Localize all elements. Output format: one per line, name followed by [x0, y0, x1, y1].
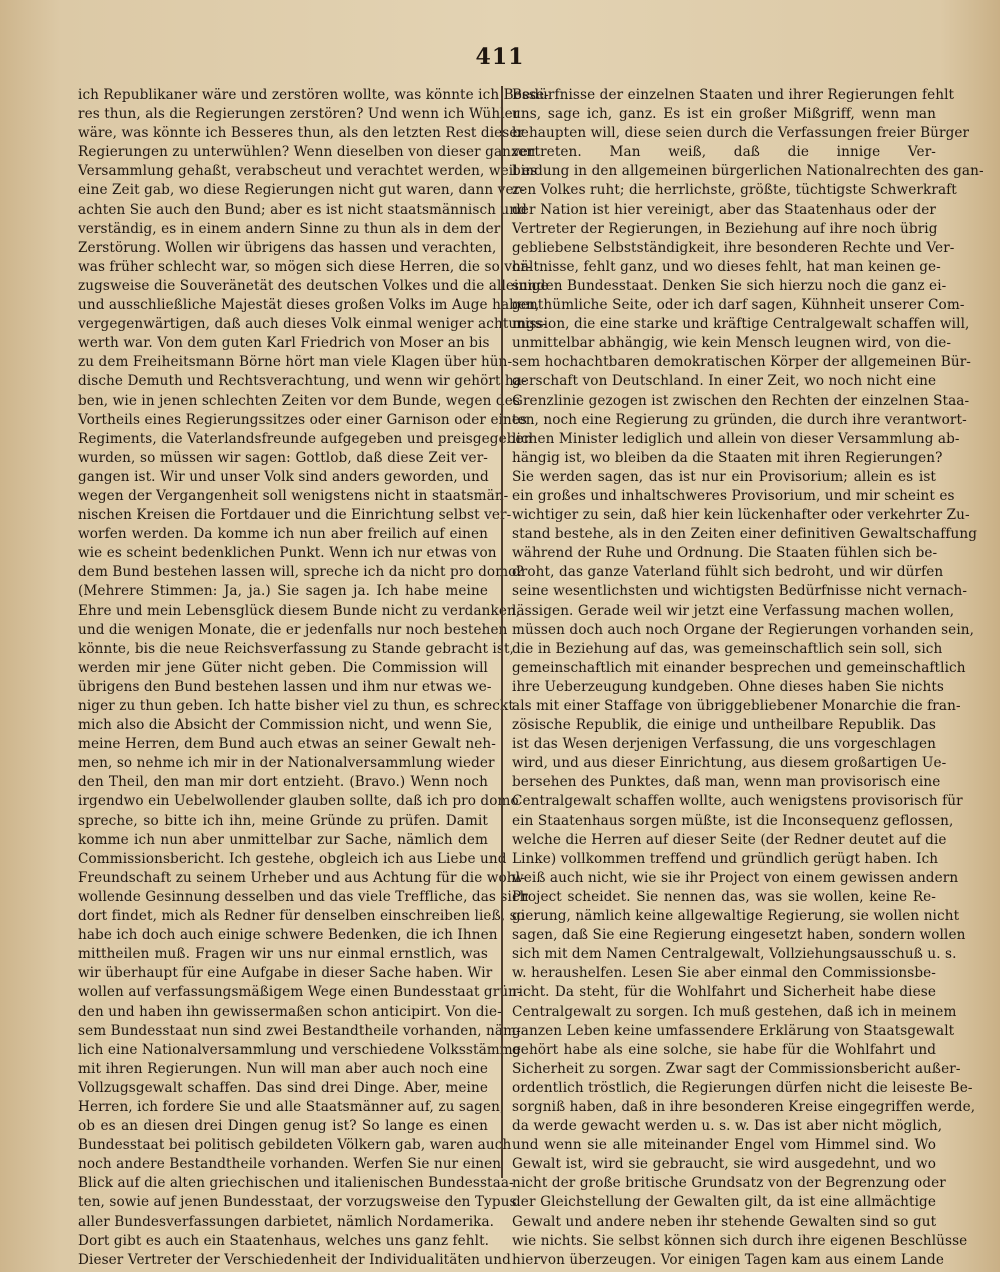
text-line: wäre, was könnte ich Besseres thun, als den letzten Rest dieser [78, 125, 525, 142]
text-line: bindung in den allgemeinen bürgerlichen Nationalrechten des gan- [512, 163, 984, 180]
text-line: wegen der Vergangenheit soll wenigstens nicht in staatsmän- [78, 487, 509, 504]
text-line: Sicherheit zu sorgen. Zwar sagt der Commissionsbericht außer- [512, 1060, 961, 1077]
text-line: w. heraushelfen. Lesen Sie aber einmal den Commissionsbe- [512, 965, 936, 982]
text-line: wird, und aus dieser Einrichtung, aus diesem großartigen Ue- [512, 755, 947, 772]
text-line: vergegenwärtigen, daß auch dieses Volk einmal weniger achtungs- [78, 316, 547, 333]
text-line: ihre Ueberzeugung kundgeben. Ohne dieses haben Sie nichts [512, 678, 944, 695]
text-line: droht, das ganze Vaterland fühlt sich bedroht, und wir dürfen [512, 564, 944, 581]
text-line: welche die Herren auf dieser Seite (der Redner deutet auf die [512, 831, 947, 848]
text-line: nicht der große britische Grundsatz von der Begrenzung oder [512, 1175, 946, 1192]
text-line: ben, wie in jenen schlechten Zeiten vor dem Bunde, wegen des [78, 392, 520, 409]
text-line: niger zu thun geben. Ich hatte bisher viel zu thun, es schreckt [78, 698, 514, 714]
text-line: mich also die Absicht der Commission nicht, und wenn Sie, [78, 717, 493, 734]
text-line: Gewalt ist, wird sie gebraucht, sie wird ausgedehnt, und wo [512, 1156, 936, 1173]
text-line: ein Staatenhaus sorgen müßte, ist die Inconsequenz geflossen, [512, 812, 954, 829]
text-line: Zerstörung. Wollen wir übrigens das hassen und verachten, [78, 239, 497, 256]
text-line: wichtiger zu sein, daß hier kein lückenhafter oder verkehrter Zu- [512, 507, 970, 524]
text-line: und die wenigen Monate, die er jedenfalls nur noch bestehen [78, 621, 508, 638]
text-line: lichen Minister lediglich und allein von dieser Versammlung ab- [512, 430, 960, 447]
text-line: sunden Bundesstaat. Denken Sie sich hierzu noch die ganz ei- [512, 277, 947, 294]
text-line: Commissionsbericht. Ich gestehe, obgleich ich aus Liebe und [78, 850, 507, 867]
text-line: Blick auf die alten griechischen und italienischen Bundesstaa- [78, 1175, 514, 1192]
text-line: zu dem Freiheitsmann Börne hört man viele Klagen über hün- [78, 354, 513, 371]
text-line: nischen Kreisen die Fortdauer und die Einrichtung selbst ver- [78, 507, 512, 524]
text-line: komme ich nun aber unmittelbar zur Sache, nämlich dem [78, 831, 488, 848]
text-line: men, so nehme ich mir in der Nationalversammlung wieder [78, 755, 495, 772]
text-line: genthümliche Seite, oder ich darf sagen, Kühnheit unserer Com- [512, 297, 965, 314]
text-line: Grenzlinie gezogen ist zwischen den Rechten der einzelnen Staa- [512, 392, 970, 409]
text-line: werden mir jene Güter nicht geben. Die Commission will [78, 659, 488, 676]
right-text-column [512, 86, 984, 1268]
text-line: uns, sage ich, ganz. Es ist ein großer Mißgriff, wenn man [512, 106, 936, 123]
text-line: wollende Gesinnung desselben und das viele Treffliche, das sich [78, 888, 529, 905]
text-line: und ausschließliche Majestät dieses großen Volks im Auge haben, [78, 297, 540, 314]
column-divider [501, 86, 503, 1178]
text-line: bersehen des Punktes, daß man, wenn man provisorisch eine [512, 774, 941, 791]
text-line: res thun, als die Regierungen zerstören? Und wenn ich Wühler [78, 106, 520, 123]
text-line: ten, noch eine Regierung zu gründen, die durch ihre verantwort- [512, 411, 967, 428]
text-line: weiß auch nicht, wie sie ihr Project von einem gewissen andern [512, 869, 959, 886]
text-line: verständig, es in einem andern Sinne zu thun als in dem der [78, 220, 501, 237]
text-line: übrigens den Bund bestehen lassen und ihm nur etwas we- [78, 678, 492, 695]
text-line: während der Ruhe und Ordnung. Die Staaten fühlen sich be- [512, 545, 938, 562]
text-line: seine wesentlichsten und wichtigsten Bedürfnisse nicht vernach- [512, 583, 968, 600]
text-line: mittheilen muß. Fragen wir uns nur einmal ernstlich, was [78, 946, 488, 963]
text-line: achten Sie auch den Bund; aber es ist nicht staatsmännisch und [78, 201, 527, 218]
text-line: ten, sowie auf jenen Bundesstaat, der vorzugsweise den Typus [78, 1194, 517, 1211]
text-line: sem hochachtbaren demokratischen Körper der allgemeinen Bür- [512, 354, 971, 371]
text-line: sagen, daß Sie eine Regierung eingesetzt haben, sondern wollen [512, 927, 966, 944]
text-line: sich mit dem Namen Centralgewalt, Vollziehungsausschuß u. s. [512, 946, 957, 963]
text-line: Herren, ich fordere Sie und alle Staatsmänner auf, zu sagen, [78, 1098, 505, 1115]
text-line: ganzen Leben keine umfassendere Erklärung von Staatsgewalt [512, 1022, 955, 1039]
text-line: ist das Wesen derjenigen Verfassung, die uns vorgeschlagen [512, 736, 936, 753]
text-line: gebliebene Selbstständigkeit, ihre besonderen Rechte und Ver- [512, 239, 955, 256]
text-line: wollen auf verfassungsmäßigem Wege einen Bundesstaat grün- [78, 984, 522, 1001]
text-line: Vertreter der Regierungen, in Beziehung auf ihre noch übrig [512, 220, 938, 237]
text-line: Vollzugsgewalt schaffen. Das sind drei Dinge. Aber, meine [78, 1079, 488, 1096]
text-line: meine Herren, dem Bund auch etwas an seiner Gewalt neh- [78, 736, 496, 753]
text-line: Dieser Vertreter der Verschiedenheit der Individualitäten und [78, 1251, 511, 1268]
text-line: gemeinschaftlich mit einander besprechen und gemeinschaftlich [512, 659, 966, 676]
text-line: gehört habe als eine solche, sie habe für die Wohlfahrt und [512, 1041, 936, 1058]
text-line: aller Bundesverfassungen darbietet, nämlich Nordamerika. [78, 1213, 495, 1230]
text-line: der Nation ist hier vereinigt, aber das Staatenhaus oder der [512, 201, 936, 218]
text-line: werth war. Von dem guten Karl Friedrich von Moser an bis [78, 335, 490, 352]
text-line: gangen ist. Wir und unser Volk sind anders geworden, und [78, 468, 489, 485]
text-line: sorgniß haben, daß in ihre besonderen Kreise eingegriffen werde, [512, 1098, 976, 1115]
text-line: da werde gewacht werden u. s. w. Das ist aber nicht möglich, [512, 1118, 943, 1135]
text-line: Versammlung gehaßt, verabscheut und verachtet werden, weil es [78, 163, 538, 180]
text-line: Regiments, die Vaterlandsfreunde aufgegeben und preisgegeben [78, 430, 533, 447]
text-line: ob es an diesen drei Dingen genug ist? So lange es einen [78, 1118, 488, 1135]
text-line: ein großes und inhaltschweres Provisorium, und mir scheint es [512, 487, 955, 504]
text-line: Freundschaft zu seinem Urheber und aus Achtung für die wohl- [78, 869, 525, 886]
text-line: ich Republikaner wäre und zerstören wollte, was könnte ich Besse- [78, 87, 549, 103]
text-line: hiervon überzeugen. Vor einigen Tagen kam aus einem Lande [512, 1251, 944, 1268]
text-line: gierung, nämlich keine allgewaltige Regierung, sie wollen nicht [512, 908, 960, 925]
text-line: dort findet, mich als Redner für denselben einschreiben ließ, so [78, 908, 525, 925]
text-line: Regierungen zu unterwühlen? Wenn dieselben von dieser ganzen [78, 144, 536, 161]
text-line: dem Bund bestehen lassen will, spreche ich da nicht pro domo? [78, 564, 524, 581]
text-line: irgendwo ein Uebelwollender glauben sollte, daß ich pro domo [78, 793, 519, 810]
text-line: (Mehrere Stimmen: Ja, ja.) Sie sagen ja. Ich habe meine [78, 583, 488, 600]
text-line: Dort gibt es auch ein Staatenhaus, welches uns ganz fehlt. [78, 1232, 490, 1249]
text-line: wurden, so müssen wir sagen: Gottlob, daß diese Zeit ver- [78, 449, 488, 466]
text-line: richt. Da steht, für die Wohlfahrt und Sicherheit habe diese [512, 984, 936, 1001]
text-line: spreche, so bitte ich ihn, meine Gründe zu prüfen. Damit [78, 812, 488, 829]
text-line: der Gleichstellung der Gewalten gilt, da ist eine allmächtige [512, 1194, 936, 1211]
text-line: behaupten will, diese seien durch die Verfassungen freier Bürger [512, 125, 970, 142]
text-line: Project scheidet. Sie nennen das, was sie wollen, keine Re- [512, 888, 936, 905]
text-line: zen Volkes ruht; die herrlichste, größte, tüchtigste Schwerkraft [512, 182, 957, 199]
text-line: wie es scheint bedenklichen Punkt. Wenn ich nur etwas von [78, 545, 497, 562]
text-line: den Theil, den man mir dort entzieht. (Bravo.) Wenn noch [78, 774, 488, 791]
text-line: vertreten. Man weiß, daß die innige Ver- [512, 144, 936, 161]
left-text-column [78, 86, 549, 1268]
text-line: als mit einer Staffage von übriggebliebener Monarchie die fran- [512, 698, 961, 714]
text-line: zugsweise die Souveränetät des deutschen Volkes und die alleinige [78, 277, 549, 294]
text-line: Gewalt und andere neben ihr stehende Gewalten sind so gut [512, 1213, 937, 1230]
text-line: Centralgewalt schaffen wollte, auch wenigstens provisorisch für [512, 793, 963, 810]
text-line: könnte, bis die neue Reichsverfassung zu Stande gebracht ist, [78, 640, 514, 657]
text-line: dische Demuth und Rechtsverachtung, und wenn wir gehört ha- [78, 373, 527, 390]
text-line: zösische Republik, die einige und untheilbare Republik. Das [512, 717, 936, 734]
text-line: sem Bundesstaat nun sind zwei Bestandtheile vorhanden, näm- [78, 1022, 521, 1039]
text-line: Centralgewalt zu sorgen. Ich muß gestehen, daß ich in meinem [512, 1003, 957, 1020]
page-number: 411 [475, 44, 525, 70]
text-line: lässigen. Gerade weil wir jetzt eine Verfassung machen wollen, [512, 602, 955, 619]
text-line: hängig ist, wo bleiben da die Staaten mit ihren Regierungen? [512, 449, 943, 466]
text-line: ordentlich tröstlich, die Regierungen dürfen nicht die leiseste Be- [512, 1079, 973, 1096]
text-line: gerschaft von Deutschland. In einer Zeit, wo noch nicht eine [512, 373, 937, 390]
text-line: hältnisse, fehlt ganz, und wo dieses fehlt, hat man keinen ge- [512, 258, 941, 275]
text-line: Vortheils eines Regierungssitzes oder einer Garnison oder eines [78, 411, 528, 428]
text-line: mission, die eine starke und kräftige Centralgewalt schaffen will, [512, 316, 970, 333]
text-line: mit ihren Regierungen. Nun will man aber auch noch eine [78, 1060, 488, 1077]
text-line: eine Zeit gab, wo diese Regierungen nicht gut waren, dann ver- [78, 182, 525, 199]
text-line: wir überhaupt für eine Aufgabe in dieser Sache haben. Wir [78, 965, 493, 982]
text-line: Bedürfnisse der einzelnen Staaten und ihrer Regierungen fehlt [512, 87, 955, 103]
text-line: Bundesstaat bei politisch gebildeten Völkern gab, waren auch [78, 1137, 512, 1154]
text-line: den und haben ihn gewissermaßen schon anticipirt. Von die- [78, 1003, 502, 1020]
text-line: die in Beziehung auf das, was gemeinschaftlich sein soll, sich [512, 640, 943, 657]
text-line: noch andere Bestandtheile vorhanden. Werfen Sie nur einen [78, 1156, 502, 1173]
text-line: worfen werden. Da komme ich nun aber freilich auf einen [78, 526, 488, 543]
text-line: was früher schlecht war, so mögen sich diese Herren, die so vor- [78, 258, 532, 275]
text-line: Ehre und mein Lebensglück diesem Bunde nicht zu verdanken, [78, 602, 521, 619]
text-line: Sie werden sagen, das ist nur ein Provisorium; allein es ist [512, 468, 936, 485]
text-line: wie nichts. Sie selbst können sich durch ihre eigenen Beschlüsse [512, 1232, 968, 1249]
text-line: lich eine Nationalversammlung und verschiedene Volksstämme [78, 1041, 521, 1058]
text-line: unmittelbar abhängig, wie kein Mensch leugnen wird, von die- [512, 335, 952, 352]
text-line: habe ich doch auch einige schwere Bedenken, die ich Ihnen [78, 927, 498, 944]
text-line: Linke) vollkommen treffend und gründlich gerügt haben. Ich [512, 850, 939, 867]
text-line: und wenn sie alle miteinander Engel vom Himmel sind. Wo [512, 1137, 936, 1154]
text-line: müssen doch auch noch Organe der Regierungen vorhanden sein, [512, 621, 975, 638]
text-line: stand bestehe, als in den Zeiten einer definitiven Gewaltschaffung [512, 526, 978, 543]
